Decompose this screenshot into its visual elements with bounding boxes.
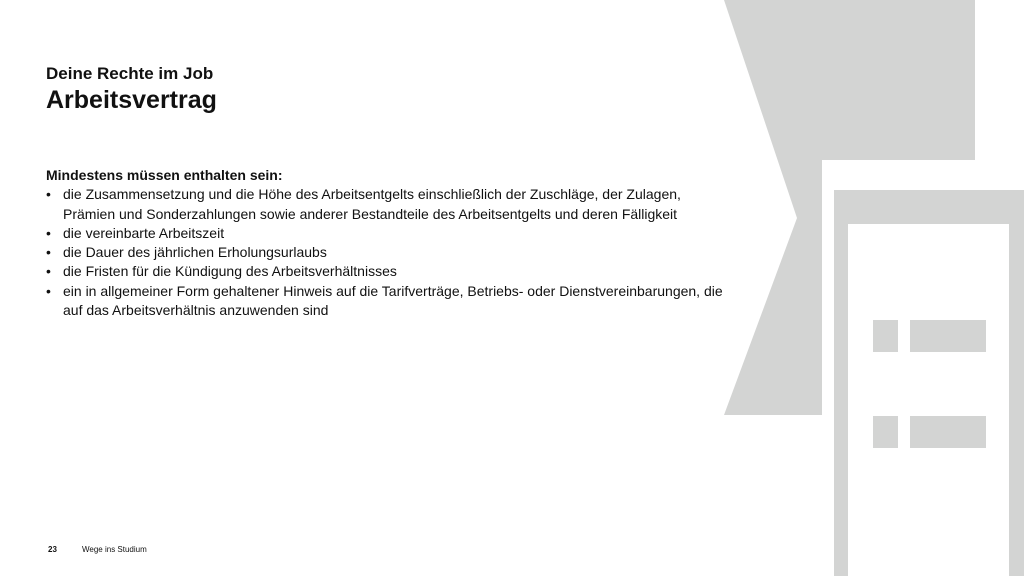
- bullet-item: • die Fristen für die Kündigung des Arbeitsverhältnisses: [46, 262, 726, 281]
- document-list-icon: [834, 190, 1024, 576]
- page-number: 23: [48, 545, 57, 554]
- footer-text: Wege ins Studium: [82, 545, 147, 554]
- bullet-item: • die vereinbarte Arbeitszeit: [46, 224, 726, 243]
- bullet-item: • die Zusammensetzung und die Höhe des Arbeitsentgelts einschließlich der Zuschläge, der Zulagen, Prämien und Sonderzahlungen sowie anderer Bestandteile des Arbeitsentgelts und deren Fälligkeit: [46, 185, 726, 224]
- page-supertitle: Deine Rechte im Job: [46, 64, 214, 83]
- page-title: Arbeitsvertrag: [46, 86, 217, 114]
- content-body: [46, 166, 726, 320]
- bullet-list: [46, 185, 726, 320]
- bullet-item: • ein in allgemeiner Form gehaltener Hinweis auf die Tarifverträge, Betriebs- oder Dienstvereinbarungen, die auf das Arbeitsverhältnis anzuwenden sind: [46, 282, 726, 321]
- bullet-item: • die Dauer des jährlichen Erholungsurlaubs: [46, 243, 726, 262]
- content-intro: Mindestens müssen enthalten sein:: [46, 167, 283, 183]
